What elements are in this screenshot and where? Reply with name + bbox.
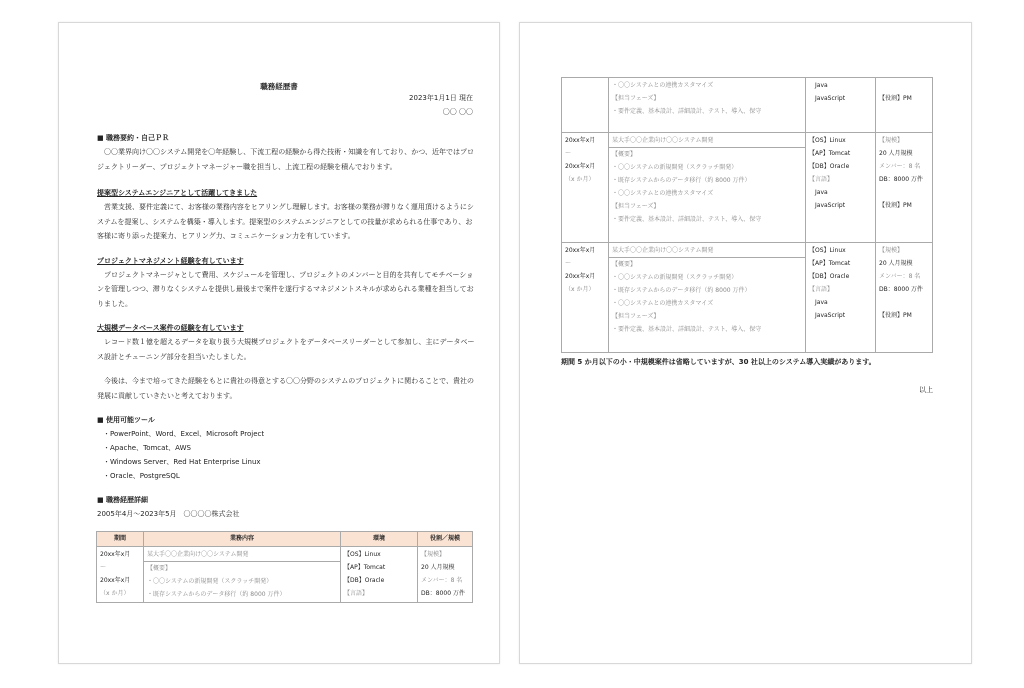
cell-text: JavaScript <box>809 312 846 319</box>
table-cell <box>806 78 876 133</box>
table-cell <box>609 243 806 353</box>
header-period: 期間 <box>97 532 144 547</box>
cell-text: 20xx年x月 <box>100 551 131 558</box>
header-role: 役割／規模 <box>418 532 473 547</box>
cell-text: ・既存システムからのデータ移行（約 8000 万件） <box>612 177 751 184</box>
cell-text: ・〇〇システムの新規開発（スクラッチ開発） <box>612 164 738 171</box>
tools-heading: ■ 使用可能ツール <box>97 416 155 424</box>
table-cell <box>876 133 933 243</box>
cell-text: 某大手〇〇企業向け〇〇システム開発 <box>612 137 714 144</box>
table-cell <box>97 547 144 603</box>
cell-text: 【担当フェーズ】 <box>612 203 660 210</box>
cell-text: ・要件定義、基本設計、詳細設計、テスト、導入、保守 <box>612 326 762 333</box>
cell-text: 20xx年x月 <box>565 137 596 144</box>
cell-text: 20xx年x月 <box>565 163 596 170</box>
tool-item: ・Apache、Tomcat、AWS <box>103 444 191 452</box>
cell-text: 【規模】 <box>879 247 904 254</box>
career-table <box>96 531 473 603</box>
cell-text: 20xx年x月 <box>565 247 596 254</box>
summary-text: 〇〇業界向け〇〇システム開発を〇年経験し、下流工程の経験から得た技術・知識を有しており、かつ、近年ではプロジェクトリーダー、プロジェクトマネージャー職を担当し、上流工程の経験を積んでおります。 <box>97 148 475 171</box>
table-row <box>562 133 933 243</box>
tool-item: ・PowerPoint、Word、Excel、Microsoft Project <box>103 430 265 438</box>
cell-text: 【AP】Tomcat <box>344 564 386 571</box>
cell-text: 20 人月規模 <box>421 564 455 571</box>
table-row <box>562 243 933 353</box>
cell-text: メンバー：8 名 <box>879 273 921 280</box>
section-body: レコード数１億を超えるデータを取り扱う大規模プロジェクトをデータベースリーダーとして参加し、主にデータベース設計とチューニング部分を担当いたしました。 <box>97 338 475 361</box>
document-title: 職務経歴書 <box>260 82 298 91</box>
cell-text: Java <box>809 189 828 196</box>
table-cell <box>341 547 418 603</box>
section-heading: 大規模データベース案件の経験を有しています <box>97 324 244 332</box>
cell-text: 〜 <box>565 260 572 267</box>
cell-text: DB：8000 万件 <box>879 176 923 183</box>
history-heading: ■ 職務経歴詳細 <box>97 496 149 504</box>
cell-text: 20 人月規模 <box>879 260 913 267</box>
cell-text: 【担当フェーズ】 <box>612 95 660 102</box>
cell-text: 【規模】 <box>879 137 904 144</box>
cell-text: 【役割】PM <box>879 95 912 102</box>
cell-text: 【規模】 <box>421 551 446 558</box>
section-heading: プロジェクトマネジメント経験を有しています <box>97 256 244 265</box>
cell-text: ・〇〇システムとの連携カスタマイズ <box>612 300 714 307</box>
cell-text: 【概要】 <box>144 561 340 575</box>
company-period: 2005年4月〜2023年5月 〇〇〇〇株式会社 <box>97 510 240 518</box>
cell-text: 【DB】Oracle <box>809 273 850 280</box>
cell-text: DB：8000 万件 <box>421 590 465 597</box>
cell-text: 某大手〇〇企業向け〇〇システム開発 <box>147 551 249 558</box>
document-date: 2023年1月1日 現在 <box>409 94 473 102</box>
cell-text: ・〇〇システムとの連携カスタマイズ <box>612 82 714 89</box>
cell-text: 【AP】Tomcat <box>809 150 851 157</box>
cell-text: 【OS】Linux <box>809 247 846 254</box>
table-cell <box>609 133 806 243</box>
header-env: 環境 <box>341 532 418 547</box>
table-cell <box>609 78 806 133</box>
cell-text: メンバー：8 名 <box>879 163 921 170</box>
cell-text: （x か月） <box>565 176 595 183</box>
cell-text: 【役割】PM <box>879 312 912 319</box>
section-heading: 提案型システムエンジニアとして活躍してきました <box>97 189 258 197</box>
author-name: 〇〇 〇〇 <box>442 108 473 116</box>
cell-text: ・既存システムからのデータ移行（約 8000 万件） <box>147 591 286 598</box>
cell-text: 20xx年x月 <box>565 273 596 280</box>
cell-text: 【AP】Tomcat <box>809 260 851 267</box>
table-cell <box>144 547 341 603</box>
header-work: 業務内容 <box>144 532 341 547</box>
table-cell <box>562 243 609 353</box>
tool-item: ・Oracle、PostgreSQL <box>103 472 180 480</box>
table-cell <box>806 133 876 243</box>
cell-text: 【役割】PM <box>879 202 912 209</box>
table-row <box>97 547 473 603</box>
cell-text: JavaScript <box>809 202 846 209</box>
cell-text: ・〇〇システムとの連携カスタマイズ <box>612 190 714 197</box>
cell-text: 【概要】 <box>609 257 805 271</box>
cell-text: 【OS】Linux <box>809 137 846 144</box>
resume-page-1 <box>58 22 500 664</box>
cell-text: 【言語】 <box>809 286 834 293</box>
career-table-continued <box>561 77 933 353</box>
cell-text: メンバー：8 名 <box>421 577 463 584</box>
table-row <box>562 78 933 133</box>
cell-text: 20 人月規模 <box>879 150 913 157</box>
cell-text: （x か月） <box>100 590 130 597</box>
section-body: 営業支援、要件定義にて、お客様の業務内容をヒアリングし理解します。お客様の業務が滞りなく運用頂けるようにシステムを提案し、システムを構築・導入します。提案型のシステムエンジニアとしての技量が求められる仕事であり、お客様に寄り添った提案力、ヒアリング力、コミュニケーション力を有しています。 <box>97 203 474 240</box>
cell-text: 【担当フェーズ】 <box>612 313 660 320</box>
table-cell <box>418 547 473 603</box>
table-cell <box>876 78 933 133</box>
cell-text: Java <box>809 82 828 89</box>
closing-text: 今後は、今まで培ってきた経験をもとに貴社の得意とする〇〇分野のシステムのプロジェクトに関わることで、貴社の発展に貢献していきたいと考えております。 <box>97 377 475 400</box>
cell-text: ・〇〇システムの新規開発（スクラッチ開発） <box>147 578 273 585</box>
cell-text: 某大手〇〇企業向け〇〇システム開発 <box>612 247 714 254</box>
table-cell <box>562 78 609 133</box>
summary-heading: ■ 職務要約・自己ＰＲ <box>97 134 170 142</box>
cell-text: 20xx年x月 <box>100 577 131 584</box>
cell-text: ・要件定義、基本設計、詳細設計、テスト、導入、保守 <box>612 216 762 223</box>
cell-text: ・既存システムからのデータ移行（約 8000 万件） <box>612 287 751 294</box>
cell-text: ・〇〇システムの新規開発（スクラッチ開発） <box>612 274 738 281</box>
cell-text: 〜 <box>565 150 572 157</box>
table-cell <box>876 243 933 353</box>
resume-page-2 <box>519 22 972 664</box>
cell-text: ・要件定義、基本設計、詳細設計、テスト、導入、保守 <box>612 108 762 115</box>
cell-text: （x か月） <box>565 286 595 293</box>
cell-text: 【DB】Oracle <box>809 163 850 170</box>
cell-text: 【言語】 <box>809 176 834 183</box>
section-body: プロジェクトマネージャとして費用、スケジュールを管理し、プロジェクトのメンバーと目的を共有してモチベーションを管理しつつ、滞りなくシステムを提供し最後まで案件を遂行するマネジメントスキルが求められる業種を担当しておりました。 <box>97 270 474 308</box>
cell-text: 【言語】 <box>344 590 369 597</box>
end-mark: 以上 <box>919 386 933 394</box>
cell-text: DB：8000 万件 <box>879 286 923 293</box>
cell-text: JavaScript <box>809 95 846 102</box>
cell-text: 【概要】 <box>609 147 805 161</box>
footnote: 期間 5 か月以下の小・中規模案件は省略していますが、30 社以上のシステム導入実績があります。 <box>561 358 876 366</box>
tool-item: ・Windows Server、Red Hat Enterprise Linux <box>103 458 261 466</box>
table-cell <box>562 133 609 243</box>
table-cell <box>806 243 876 353</box>
cell-text: 【OS】Linux <box>344 551 381 558</box>
cell-text: 〜 <box>100 564 107 571</box>
cell-text: Java <box>809 299 828 306</box>
cell-text: 【DB】Oracle <box>344 577 385 584</box>
